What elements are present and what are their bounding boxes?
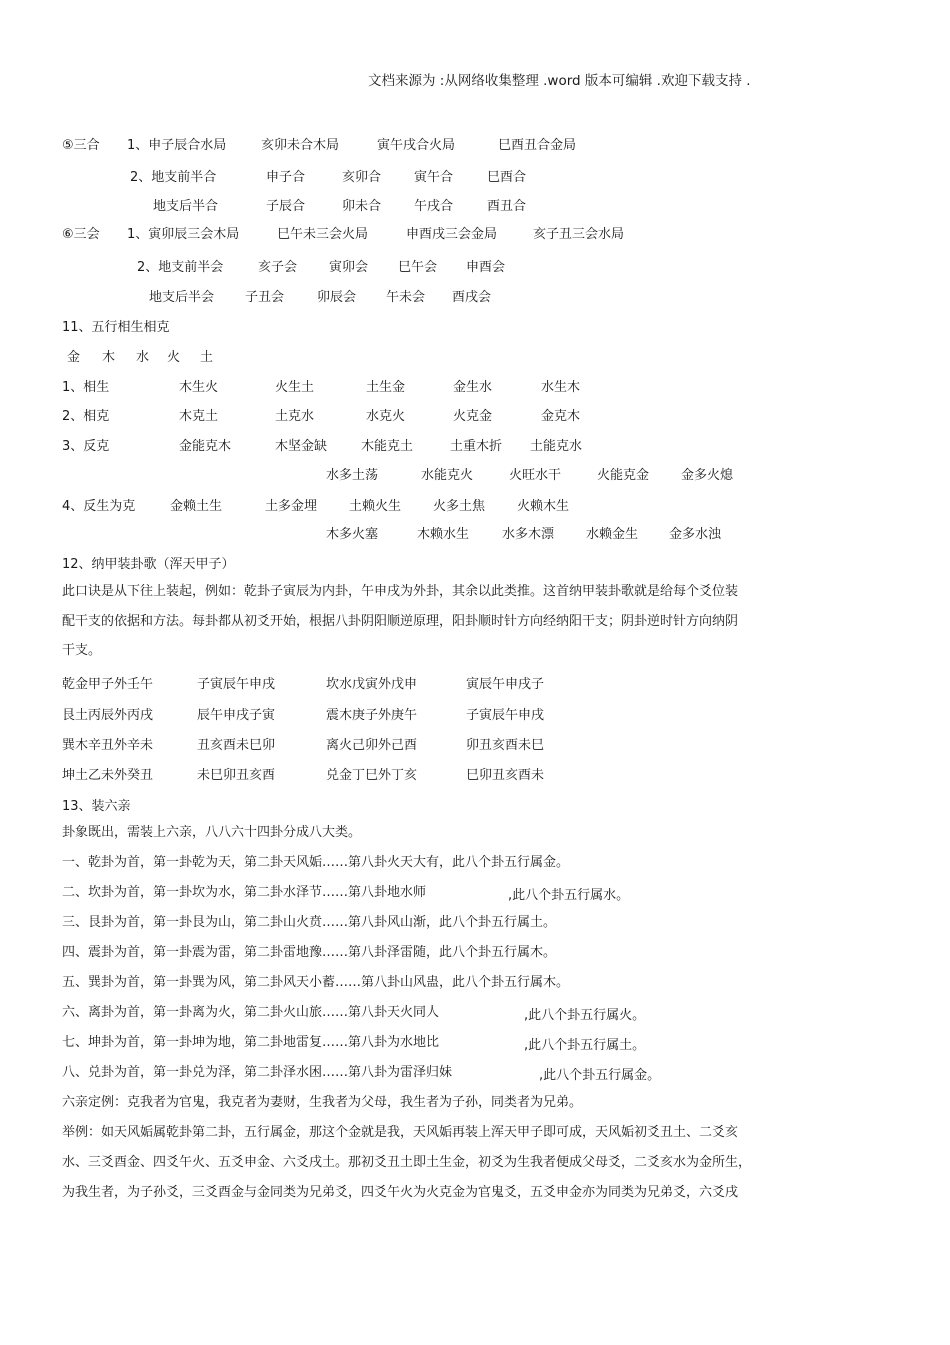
sanhe-item: 子辰合: [266, 199, 306, 214]
najia-cell: 巽木辛丑外辛未: [62, 738, 154, 753]
sanhe-item: 午戌合: [414, 199, 454, 214]
najia-cell: 子寅辰午申戌: [466, 708, 545, 723]
gua-category-line: 二、坎卦为首，第一卦坎为水，第二卦水泽节……第八卦地水师: [62, 885, 427, 900]
sanhui-item: 午未会: [386, 290, 426, 305]
fanke-item: 木能克土: [361, 439, 414, 454]
sanhui-item: 寅卯会: [329, 260, 369, 275]
fanke-item: 水多土荡: [326, 468, 379, 483]
sheng-item: 水生木: [541, 380, 581, 395]
najia-cell: 卯丑亥酉未巳: [466, 738, 545, 753]
najia-cell: 乾金甲子外壬午: [62, 677, 154, 692]
gua-category-suffix: ,此八个卦五行属土。: [524, 1038, 646, 1053]
ke-label: 2、相克: [62, 409, 110, 424]
sanhe-item: 亥卯合: [342, 170, 382, 185]
gua-category-suffix: ,此八个卦五行属火。: [524, 1008, 646, 1023]
sanhui-item: 申酉戌三会金局: [406, 227, 498, 242]
sanhe-item: 巳酉合: [487, 170, 527, 185]
fansheng-item: 水多木漂: [502, 527, 555, 542]
sanhui-item: 卯辰会: [317, 290, 357, 305]
sheng-item: 土生金: [366, 380, 406, 395]
fanke-item: 木坚金缺: [275, 439, 328, 454]
gua-category-line: 四、震卦为首，第一卦震为雷，第二卦雷地豫……第八卦泽雷随，此八个卦五行属木。: [62, 945, 557, 960]
sheng-item: 木生火: [179, 380, 219, 395]
element-label: 水: [136, 350, 150, 365]
element-label: 金: [67, 350, 81, 365]
paragraph-line: 配干支的依据和方法。每卦都从初爻开始，根据八卦阴阳顺逆原理，阳卦顺时针方向经纳阳干支；阴卦逆时针方向纳阴: [62, 614, 739, 629]
sheng-item: 火生土: [275, 380, 315, 395]
fansheng-item: 金赖土生: [170, 499, 223, 514]
fansheng-item: 金多水浊: [669, 527, 722, 542]
sanhui-item: 1、寅卯辰三会木局: [127, 227, 240, 242]
fanke-item: 火能克金: [597, 468, 650, 483]
ke-item: 木克土: [179, 409, 219, 424]
najia-cell: 艮土丙辰外丙戌: [62, 708, 154, 723]
najia-cell: 未巳卯丑亥酉: [197, 768, 276, 783]
gua-category-suffix: ,此八个卦五行属水。: [508, 888, 630, 903]
fansheng-item: 土多金埋: [265, 499, 318, 514]
sanhui-item: 酉戌会: [452, 290, 492, 305]
najia-cell: 丑亥酉未巳卯: [197, 738, 276, 753]
sanhe-item: 1、申子辰合水局: [127, 138, 227, 153]
example-line: 水、三爻酉金、四爻午火、五爻申金、六爻戌土。那初爻丑土即土生金，初爻为生我者便成父母爻，二爻亥水为金所生，: [62, 1155, 752, 1170]
gua-category-suffix: ,此八个卦五行属金。: [539, 1068, 661, 1083]
document-source-header: 文档来源为 :从网络收集整理 .word 版本可编辑 .欢迎下载支持 .: [368, 73, 751, 89]
najia-cell: 兑金丁巳外丁亥: [326, 768, 418, 783]
gua-category-line: 五、巽卦为首，第一卦巽为风，第二卦风天小蓄……第八卦山风蛊，此八个卦五行属木。: [62, 975, 570, 990]
sanhe-item: 寅午戌合火局: [377, 138, 456, 153]
fanke-item: 火旺水干: [509, 468, 562, 483]
sanhe-item: 亥卯未合木局: [261, 138, 340, 153]
najia-cell: 辰午申戌子寅: [197, 708, 276, 723]
fanke-item: 金能克木: [179, 439, 232, 454]
section-heading: 11、五行相生相克: [62, 320, 170, 335]
fansheng-item: 土赖火生: [349, 499, 402, 514]
sanhui-item: 2、地支前半会: [137, 260, 224, 275]
najia-cell: 离火己卯外己酉: [326, 738, 418, 753]
najia-cell: 坎水戊寅外戊申: [326, 677, 418, 692]
sanhe-item: 地支后半合: [153, 199, 219, 214]
fansheng-item: 木赖水生: [417, 527, 470, 542]
najia-cell: 寅辰午申戌子: [466, 677, 545, 692]
najia-cell: 坤土乙未外癸丑: [62, 768, 154, 783]
sanhe-item: 2、地支前半合: [130, 170, 217, 185]
example-line: 举例：如天风姤属乾卦第二卦，五行属金，那这个金就是我，天风姤再装上浑天甲子即可成，天风姤初爻丑土、二爻亥: [62, 1125, 739, 1140]
sanhui-item: 巳午未三会火局: [277, 227, 369, 242]
fanke-item: 土能克水: [530, 439, 583, 454]
element-label: 土: [200, 350, 214, 365]
sanhe-item: 卯未合: [342, 199, 382, 214]
fanke-item: 水能克火: [421, 468, 474, 483]
ke-item: 水克火: [366, 409, 406, 424]
gua-category-line: 七、坤卦为首，第一卦坤为地，第二卦地雷复……第八卦为水地比: [62, 1035, 440, 1050]
fansheng-item: 火多土焦: [433, 499, 486, 514]
sanhui-item: 子丑会: [245, 290, 285, 305]
sanhe-item: 申子合: [266, 170, 306, 185]
fanke-label: 3、反克: [62, 439, 110, 454]
sanhe-item: 酉丑合: [487, 199, 527, 214]
ke-item: 金克木: [541, 409, 581, 424]
fansheng-item: 水赖金生: [586, 527, 639, 542]
sanhe-item: 巳酉丑合金局: [498, 138, 577, 153]
najia-cell: 子寅辰午申戌: [197, 677, 276, 692]
paragraph-line: 卦象既出，需装上六亲，八八六十四卦分成八大类。: [62, 825, 362, 840]
gua-category-line: 六、离卦为首，第一卦离为火，第二卦火山旅……第八卦天火同人: [62, 1005, 440, 1020]
sanhui-item: 地支后半会: [149, 290, 215, 305]
fansheng-item: 木多火塞: [326, 527, 379, 542]
liuqin-rule: 六亲定例：克我者为官鬼，我克者为妻财，生我者为父母，我生者为子孙，同类者为兄弟。: [62, 1095, 583, 1110]
section-heading: 12、纳甲装卦歌（浑天甲子）: [62, 557, 235, 572]
ke-item: 火克金: [453, 409, 493, 424]
element-label: 火: [167, 350, 181, 365]
najia-cell: 巳卯丑亥酉未: [466, 768, 545, 783]
sanhui-item: 申酉会: [466, 260, 506, 275]
sanhui-item: 巳午会: [398, 260, 438, 275]
paragraph-line: 此口诀是从下往上装起，例如：乾卦子寅辰为内卦，午申戌为外卦，其余以此类推。这首纳甲装卦歌就是给每个爻位装: [62, 584, 739, 599]
example-line: 为我生者，为子孙爻，三爻酉金与金同类为兄弟爻，四爻午火为火克金为官鬼爻，五爻申金亦为同类为兄弟爻，六爻戌: [62, 1185, 739, 1200]
fansheng-label: 4、反生为克: [62, 499, 136, 514]
sanhui-item: 亥子丑三会水局: [533, 227, 625, 242]
section-heading: 13、装六亲: [62, 799, 131, 814]
najia-cell: 震木庚子外庚午: [326, 708, 418, 723]
sanhe-label: ⑤三合: [62, 138, 100, 153]
sanhui-item: 亥子会: [258, 260, 298, 275]
sanhui-label: ⑥三会: [62, 227, 100, 242]
fanke-item: 金多火熄: [681, 468, 734, 483]
ke-item: 土克水: [275, 409, 315, 424]
fanke-item: 土重木折: [450, 439, 503, 454]
gua-category-line: 一、乾卦为首，第一卦乾为天，第二卦天风姤……第八卦火天大有，此八个卦五行属金。: [62, 855, 570, 870]
element-label: 木: [102, 350, 116, 365]
gua-category-line: 三、艮卦为首，第一卦艮为山，第二卦山火贲……第八卦风山渐，此八个卦五行属土。: [62, 915, 557, 930]
gua-category-line: 八、兑卦为首，第一卦兑为泽，第二卦泽水困……第八卦为雷泽归妹: [62, 1065, 453, 1080]
sheng-item: 金生水: [453, 380, 493, 395]
sheng-label: 1、相生: [62, 380, 110, 395]
paragraph-line: 干支。: [62, 643, 102, 658]
fansheng-item: 火赖木生: [517, 499, 570, 514]
sanhe-item: 寅午合: [414, 170, 454, 185]
